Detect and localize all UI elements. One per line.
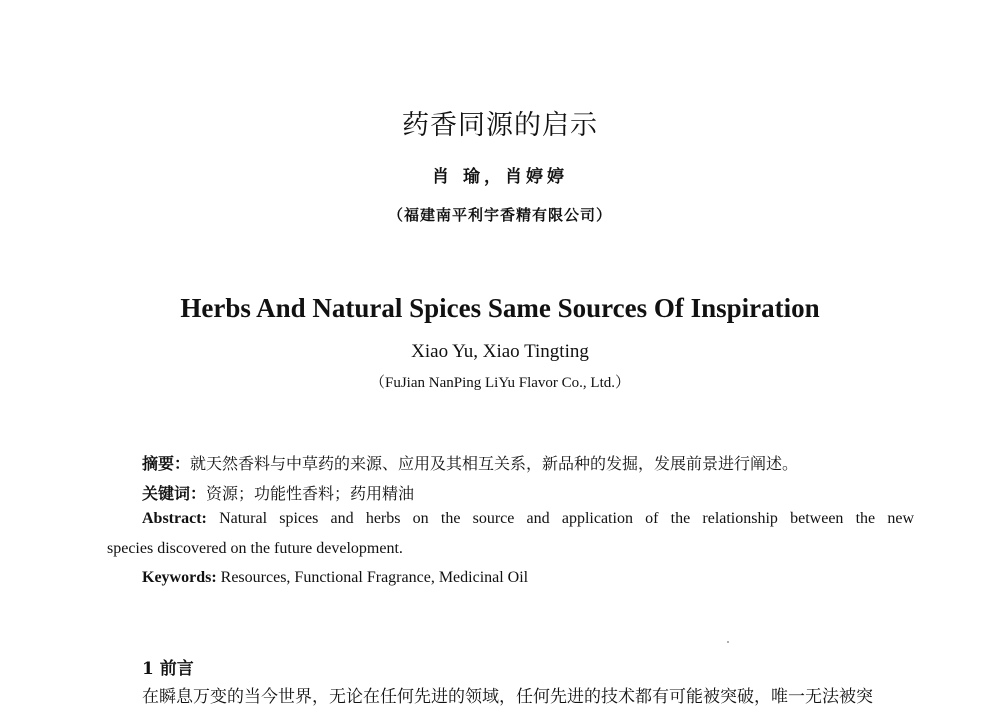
chinese-authors: 肖 瑜，肖婷婷 bbox=[432, 167, 568, 187]
english-keywords-text: Resources, Functional Fragrance, Medicinal Oil bbox=[220, 569, 529, 586]
scan-speck bbox=[727, 641, 729, 643]
english-keywords-label: Keywords: bbox=[142, 569, 217, 586]
section-1-heading: 1 前言 bbox=[142, 659, 194, 679]
english-abstract-line-2: species discovered on the future development. bbox=[107, 540, 403, 557]
chinese-abstract bbox=[142, 451, 798, 474]
chinese-keywords-label: 关键词： bbox=[142, 484, 207, 503]
english-title: Herbs And Natural Spices Same Sources Of Inspiration bbox=[180, 293, 820, 323]
english-keywords bbox=[142, 569, 528, 587]
english-abstract-label: Abstract: bbox=[142, 510, 207, 527]
chinese-keywords bbox=[142, 481, 414, 504]
chinese-keywords-text: 资源；功能性香料；药用精油 bbox=[206, 484, 415, 503]
english-abstract-line-1 bbox=[142, 510, 914, 528]
section-1-first-line: 在瞬息万变的当今世界，无论在任何先进的领域，任何先进的技术都有可能被突破，唯一无法被突 bbox=[142, 687, 873, 707]
chinese-affiliation: （福建南平利宇香精有限公司） bbox=[387, 206, 612, 224]
chinese-title: 药香同源的启示 bbox=[402, 110, 598, 141]
chinese-abstract-label: 摘要： bbox=[142, 454, 191, 473]
chinese-abstract-text: 就天然香料与中草药的来源、应用及其相互关系，新品种的发掘，发展前景进行阐述。 bbox=[190, 454, 799, 473]
english-abstract-text-1: Natural spices and herbs on the source and application of the relationship between the new bbox=[219, 510, 915, 527]
english-authors: Xiao Yu, Xiao Tingting bbox=[411, 341, 589, 362]
english-affiliation: （FuJian NanPing LiYu Flavor Co., Ltd.） bbox=[369, 375, 630, 391]
